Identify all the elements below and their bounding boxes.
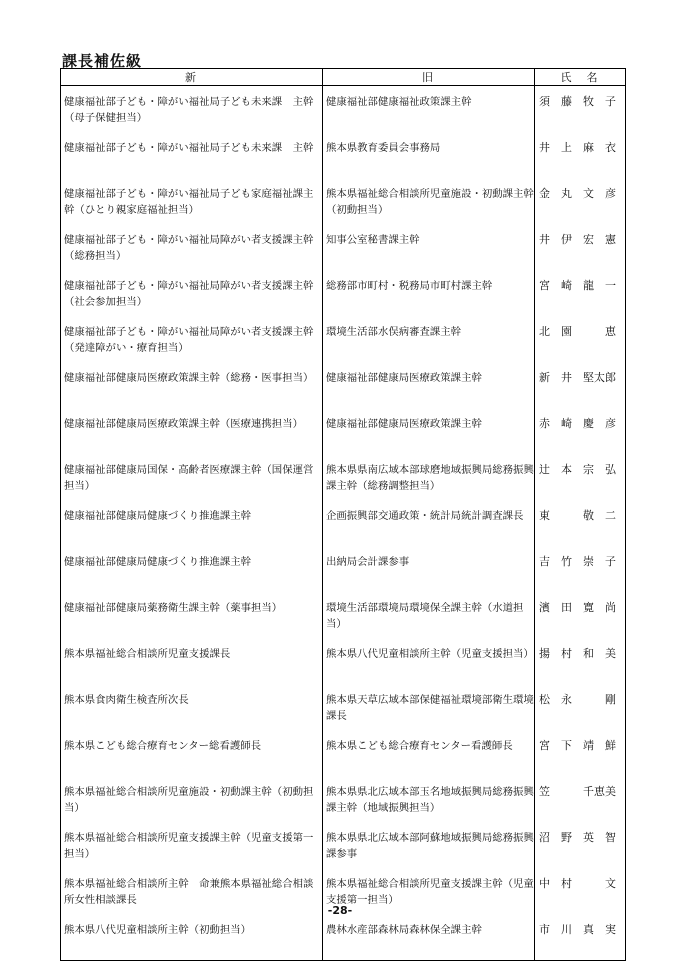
cell-name: [535, 178, 626, 224]
cell-old-position-text: 総務部市町村・税務局市町村課主幹: [326, 280, 493, 292]
cell-old-position: [323, 684, 535, 730]
table-row: [61, 454, 626, 500]
cell-old-position: [323, 362, 535, 408]
cell-old-position: [323, 592, 535, 638]
table-row: [61, 408, 626, 454]
table-header-row: [61, 69, 626, 86]
cell-name-text: 沼 野 英 智: [539, 831, 616, 844]
filler-cell: [535, 960, 626, 961]
cell-old-position: [323, 86, 535, 133]
cell-old-position-text: 農林水産部森林局森林保全課主幹: [326, 924, 482, 936]
cell-old-position-text: 熊本県県北広域本部阿蘇地域振興局総務振興課参事: [326, 832, 534, 860]
table-row: [61, 776, 626, 822]
cell-old-position-text: 熊本県福祉総合相談所児童支援課主幹（児童支援第一担当）: [326, 878, 534, 906]
cell-name: [535, 546, 626, 592]
cell-old-position-text: 出納局会計課参事: [326, 556, 410, 568]
cell-new-position: [61, 684, 323, 730]
cell-old-position-text: 熊本県教育委員会事務局: [326, 142, 441, 154]
cell-name-text: 井 上 麻 衣: [539, 141, 616, 154]
cell-name: [535, 684, 626, 730]
cell-old-position-text: 熊本県福祉総合相談所児童施設・初動課主幹（初動担当）: [326, 188, 534, 216]
cell-new-position-text: 熊本県福祉総合相談所児童支援課主幹（児童支援第一担当）: [64, 832, 314, 860]
cell-name: [535, 730, 626, 776]
cell-new-position-text: 熊本県こども総合療育センター総看護師長: [64, 740, 262, 752]
filler-cell: [61, 960, 323, 961]
cell-new-position-text: 健康福祉部子ども・障がい福祉局子ども未来課 主幹（母子保健担当）: [64, 96, 314, 124]
cell-new-position-text: 健康福祉部健康局健康づくり推進課主幹: [64, 556, 252, 568]
table-row: [61, 914, 626, 960]
cell-new-position-text: 健康福祉部子ども・障がい福祉局障がい者支援課主幹（総務担当）: [64, 234, 314, 262]
cell-old-position: [323, 316, 535, 362]
cell-old-position: [323, 132, 535, 178]
cell-name-text: 東 敬 二: [539, 509, 616, 522]
cell-old-position: [323, 822, 535, 868]
cell-new-position: [61, 500, 323, 546]
cell-new-position-text: 健康福祉部子ども・障がい福祉局子ども家庭福祉課主幹（ひとり親家庭福祉担当）: [64, 188, 314, 216]
cell-old-position-text: 熊本県八代児童相談所主幹（児童支援担当）: [326, 648, 534, 660]
page-title: 課長補佐級: [62, 52, 143, 70]
cell-new-position-text: 健康福祉部健康局健康づくり推進課主幹: [64, 510, 252, 522]
table-row: [61, 86, 626, 133]
cell-new-position: [61, 178, 323, 224]
table-row: [61, 224, 626, 270]
cell-new-position-text: 健康福祉部子ども・障がい福祉局障がい者支援課主幹（社会参加担当）: [64, 280, 314, 308]
cell-name: [535, 408, 626, 454]
cell-name: [535, 270, 626, 316]
column-header-old: 旧: [323, 69, 535, 86]
cell-new-position: [61, 638, 323, 684]
cell-old-position-text: 健康福祉部健康局医療政策課主幹: [326, 418, 482, 430]
cell-old-position: [323, 730, 535, 776]
table-row: [61, 270, 626, 316]
cell-new-position-text: 健康福祉部健康局国保・高齢者医療課主幹（国保運営担当）: [64, 464, 314, 492]
cell-old-position: [323, 546, 535, 592]
table-row: [61, 638, 626, 684]
cell-old-position-text: 健康福祉部健康福祉政策課主幹: [326, 96, 472, 108]
cell-name: [535, 822, 626, 868]
cell-name-text: 笠 千恵美: [539, 785, 616, 798]
cell-name-text: 辻 本 宗 弘: [539, 463, 616, 476]
cell-name-text: 井 伊 宏 憲: [539, 233, 616, 246]
cell-name-text: 濱 田 寛 尚: [539, 601, 616, 614]
cell-old-position-text: 熊本県県北広域本部玉名地域振興局総務振興課主幹（地域振興担当）: [326, 786, 534, 814]
cell-old-position-text: 環境生活部水俣病審査課主幹: [326, 326, 462, 338]
cell-new-position: [61, 270, 323, 316]
cell-name: [535, 454, 626, 500]
column-header-new: 新: [61, 69, 323, 86]
cell-new-position: [61, 822, 323, 868]
cell-name: [535, 362, 626, 408]
cell-old-position: [323, 270, 535, 316]
cell-new-position: [61, 776, 323, 822]
table-row: [61, 546, 626, 592]
cell-name-text: 宮 崎 龍 一: [539, 279, 616, 292]
table-row: [61, 730, 626, 776]
cell-name: [535, 224, 626, 270]
cell-old-position: [323, 454, 535, 500]
cell-new-position-text: 健康福祉部健康局医療政策課主幹（医療連携担当）: [64, 418, 303, 430]
cell-name-text: 松 永 剛: [539, 693, 616, 706]
table-row: [61, 132, 626, 178]
cell-new-position: [61, 408, 323, 454]
cell-old-position: [323, 500, 535, 546]
cell-new-position: [61, 362, 323, 408]
cell-new-position-text: 健康福祉部健康局医療政策課主幹（総務・医事担当）: [64, 372, 314, 384]
cell-old-position: [323, 776, 535, 822]
cell-new-position-text: 熊本県八代児童相談所主幹（初動担当）: [64, 924, 252, 936]
cell-name-text: 北 園 恵: [539, 325, 616, 338]
cell-new-position: [61, 86, 323, 133]
cell-old-position: [323, 408, 535, 454]
cell-name: [535, 316, 626, 362]
table-filler-row: [61, 960, 626, 961]
table-row: [61, 684, 626, 730]
cell-name: [535, 592, 626, 638]
column-header-name: 氏 名: [535, 69, 626, 86]
cell-name: [535, 914, 626, 960]
personnel-table: [60, 68, 626, 961]
cell-name-text: 吉 竹 崇 子: [539, 555, 616, 568]
cell-name: [535, 638, 626, 684]
filler-cell: [323, 960, 535, 961]
table-row: [61, 592, 626, 638]
cell-name-text: 揚 村 和 美: [539, 647, 616, 660]
cell-name-text: 宮 下 靖 鮮: [539, 739, 616, 752]
cell-name: [535, 132, 626, 178]
page-number: -28-: [327, 904, 353, 917]
cell-old-position: [323, 638, 535, 684]
cell-old-position: [323, 224, 535, 270]
cell-new-position: [61, 224, 323, 270]
cell-new-position-text: 熊本県食肉衛生検査所次長: [64, 694, 189, 706]
cell-new-position-text: 熊本県福祉総合相談所児童施設・初動課主幹（初動担当）: [64, 786, 314, 814]
table-row: [61, 500, 626, 546]
cell-new-position: [61, 592, 323, 638]
cell-new-position: [61, 316, 323, 362]
cell-new-position-text: 健康福祉部子ども・障がい福祉局障がい者支援課主幹（発達障がい・療育担当）: [64, 326, 314, 354]
cell-new-position-text: 熊本県福祉総合相談所児童支援課長: [64, 648, 231, 660]
cell-name-text: 金 丸 文 彦: [539, 187, 616, 200]
cell-old-position-text: 熊本県県南広域本部球磨地域振興局総務振興課主幹（総務調整担当）: [326, 464, 534, 492]
cell-new-position: [61, 546, 323, 592]
cell-new-position-text: 健康福祉部健康局薬務衛生課主幹（薬事担当）: [64, 602, 283, 614]
cell-name: [535, 776, 626, 822]
cell-old-position-text: 熊本県こども総合療育センター看護師長: [326, 740, 513, 752]
cell-new-position: [61, 132, 323, 178]
cell-old-position: [323, 178, 535, 224]
table-row: [61, 822, 626, 868]
cell-old-position-text: 環境生活部環境局環境保全課主幹（水道担当）: [326, 602, 524, 630]
table-row: [61, 316, 626, 362]
cell-new-position: [61, 914, 323, 960]
cell-new-position-text: 熊本県福祉総合相談所主幹 命兼熊本県福祉総合相談所女性相談課長: [64, 878, 314, 906]
cell-name: [535, 86, 626, 133]
cell-new-position: [61, 730, 323, 776]
table-row: [61, 362, 626, 408]
cell-old-position: [323, 914, 535, 960]
cell-name-text: 新 井 堅太郎: [539, 371, 616, 384]
cell-name-text: 須 藤 牧 子: [539, 95, 616, 108]
table-row: [61, 178, 626, 224]
cell-old-position-text: 健康福祉部健康局医療政策課主幹: [326, 372, 482, 384]
cell-name-text: 市 川 真 実: [539, 923, 616, 936]
cell-new-position: [61, 454, 323, 500]
cell-name: [535, 500, 626, 546]
cell-name-text: 中 村 文: [539, 877, 616, 890]
cell-old-position-text: 企画振興部交通政策・統計局統計調査課長: [326, 510, 524, 522]
cell-old-position-text: 知事公室秘書課主幹: [326, 234, 420, 246]
cell-new-position-text: 健康福祉部子ども・障がい福祉局子ども未来課 主幹: [64, 142, 314, 154]
cell-old-position-text: 熊本県天草広域本部保健福祉環境部衛生環境課長: [326, 694, 534, 722]
cell-name-text: 赤 崎 慶 彦: [539, 417, 616, 430]
